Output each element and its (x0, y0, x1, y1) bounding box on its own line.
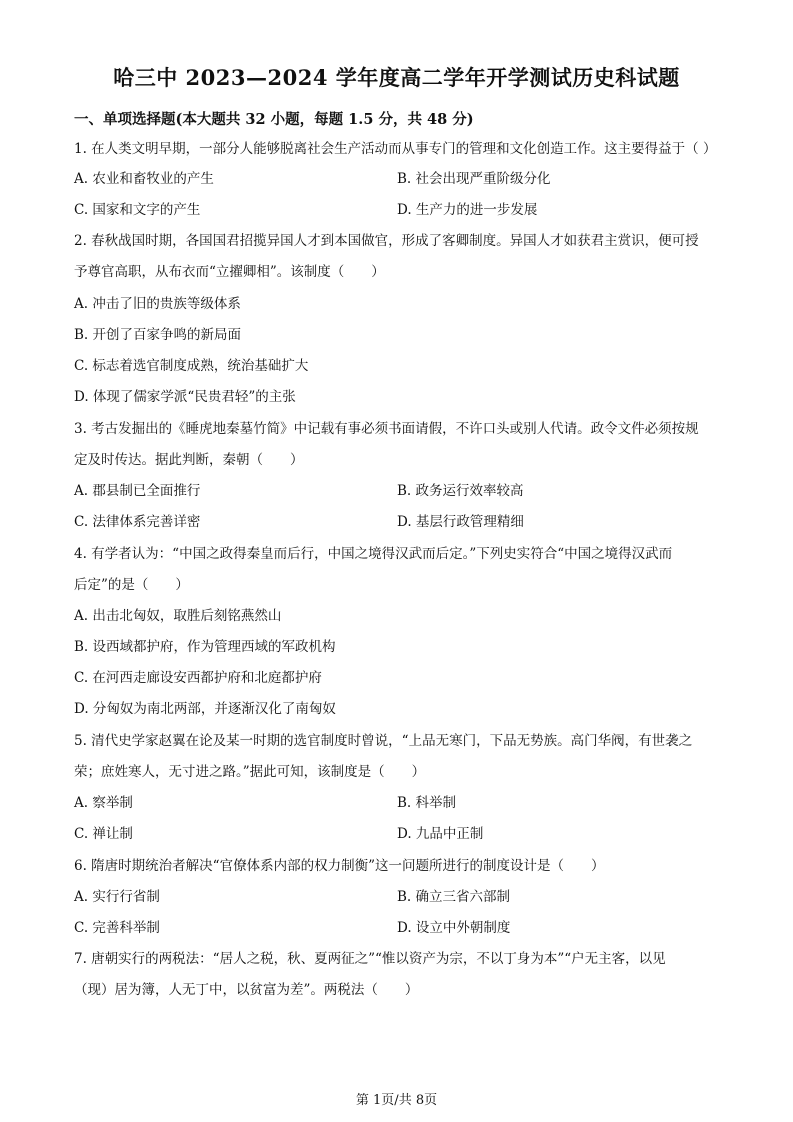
question-5-option-c: C. 禅让制 (74, 826, 133, 842)
question-3-option-c: C. 法律体系完善详密 (74, 514, 201, 530)
question-1-option-c: C. 国家和文字的产生 (74, 202, 201, 218)
question-6-option-c: C. 完善科举制 (74, 920, 160, 936)
question-4-stem-cont: 后定”的是（ ） (74, 577, 189, 593)
question-4-stem: 4. 有学者认为：“中国之政得秦皇而后行，中国之境得汉武而后定。”下列史实符合“中国之境得汉武而 (74, 546, 673, 562)
question-4-option-c: C. 在河西走廊设安西都护府和北庭都护府 (74, 670, 322, 686)
question-1-option-a: A. 农业和畜牧业的产生 (74, 171, 214, 187)
page-number: 第 1页/共 8页 (355, 1093, 438, 1108)
question-6-stem: 6. 隋唐时期统治者解决“官僚体系内部的权力制衡”这一问题所进行的制度设计是（ ） (74, 858, 605, 874)
question-1-option-b: B. 社会出现严重阶级分化 (397, 171, 551, 187)
question-5-option-d: D. 九品中正制 (397, 826, 484, 842)
question-3-option-a: A. 郡县制已全面推行 (74, 483, 201, 499)
question-1-option-d: D. 生产力的进一步发展 (397, 202, 538, 218)
section-heading: 一、单项选择题(本大题共 32 小题，每题 1.5 分，共 48 分) (74, 111, 474, 128)
page-title: 哈三中 2023—2024 学年度高二学年开学测试历史科试题 (113, 65, 680, 90)
question-5-option-a: A. 察举制 (74, 795, 133, 811)
question-2-stem-cont: 予尊官高职，从布衣而“立擢卿相”。该制度（ ） (74, 264, 385, 280)
question-1-stem: 1. 在人类文明早期，一部分人能够脱离社会生产活动而从事专门的管理和文化创造工作。这主要得益于（ ） (74, 141, 717, 157)
question-6-option-b: B. 确立三省六部制 (397, 889, 511, 905)
question-4-option-b: B. 设西域都护府，作为管理西域的军政机构 (74, 639, 336, 655)
question-2-option-a: A. 冲击了旧的贵族等级体系 (74, 296, 241, 312)
question-6-option-a: A. 实行行省制 (74, 889, 160, 905)
question-2-stem: 2. 春秋战国时期，各国国君招揽异国人才到本国做官，形成了客卿制度。异国人才如获君主赏识，便可授 (74, 233, 699, 249)
question-2-option-c: C. 标志着选官制度成熟，统治基础扩大 (74, 358, 309, 374)
question-4-option-a: A. 出击北匈奴，取胜后刻铭燕然山 (74, 608, 282, 624)
question-5-option-b: B. 科举制 (397, 795, 457, 811)
question-3-option-b: B. 政务运行效率较高 (397, 483, 524, 499)
question-2-option-d: D. 体现了儒家学派“民贵君轻”的主张 (74, 389, 296, 405)
question-2-option-b: B. 开创了百家争鸣的新局面 (74, 327, 242, 343)
question-5-stem: 5. 清代史学家赵翼在论及某一时期的选官制度时曾说，“上品无寒门，下品无势族。高门华阀，有世袭之 (74, 733, 693, 749)
question-4-option-d: D. 分匈奴为南北两部，并逐渐汉化了南匈奴 (74, 701, 336, 717)
question-3-option-d: D. 基层行政管理精细 (397, 514, 524, 530)
question-7-stem-cont: （现）居为簿，人无丁中，以贫富为差”。两税法（ ） (74, 982, 419, 998)
question-6-option-d: D. 设立中外朝制度 (397, 920, 511, 936)
question-3-stem: 3. 考古发掘出的《睡虎地秦墓竹简》中记载有事必须书面请假，不许口头或别人代请。政令文件必须按规 (74, 421, 699, 437)
question-3-stem-cont: 定及时传达。据此判断，秦朝（ ） (74, 452, 304, 468)
question-5-stem-cont: 荣；庶姓寒人，无寸进之路。”据此可知，该制度是（ ） (74, 764, 426, 780)
question-7-stem: 7. 唐朝实行的两税法：“居人之税，秋、夏两征之”“惟以资产为宗，不以丁身为本”“户无主客，以见 (74, 951, 666, 967)
